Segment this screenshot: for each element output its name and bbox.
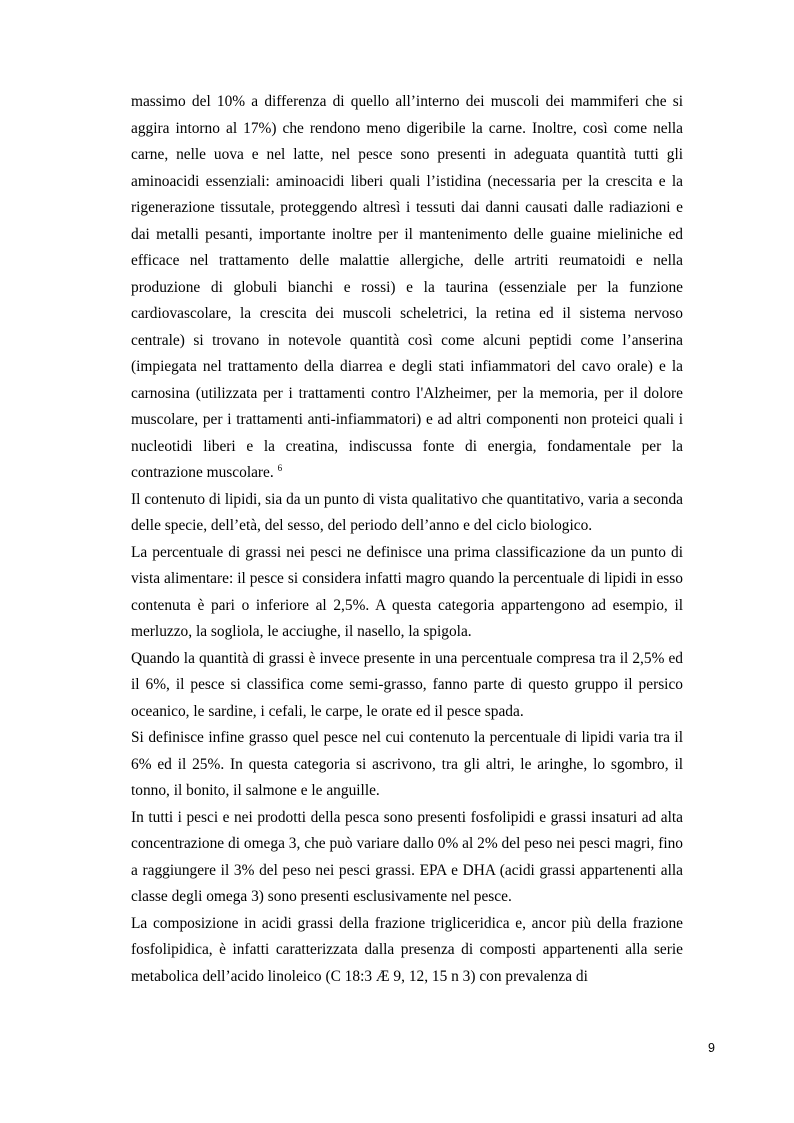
paragraph-lipid-content: Il contenuto di lipidi, sia da un punto di vista qualitativo che quantitativo, varia a seconda delle specie, dell’età, del sesso, del periodo dell’anno e del ciclo biologico. <box>131 490 683 534</box>
paragraph-semi-fat-fish: Quando la quantità di grassi è invece presente in una percentuale compresa tra il 2,5% ed il 6%, il pesce si classifica come semi-grasso, fanno parte di questo gruppo il persico oceanico, le sardine, i cefali, le carpe, le orate ed il pesce spada. <box>131 649 683 720</box>
paragraph-text: massimo del 10% a differenza di quello all’interno dei muscoli dei mammiferi che si aggira intorno al 17%) che rendono meno digeribile la carne. Inoltre, così come nella carne, nelle uova e nel latte, nel pesce sono presenti in adeguata quantità tutti gli aminoacidi essenziali: aminoacidi liberi quali l’istidina (necessaria per la crescita e la rigenerazione tissutale, proteggendo altresì i tessuti dai danni causati dalle radiazioni e dai metalli pesanti, importante inoltre per il mantenimento delle guaine mieliniche ed efficace nel trattamento delle malattie allergiche, delle artriti reumatoidi e nella produzione di globuli bianchi e rossi) e la taurina (essenziale per la funzione cardiovascolare, la crescita dei muscoli scheletrici, la retina ed il sistema nervoso centrale) si trovano in notevole quantità così come alcuni peptidi come l’anserina (impiegata nel trattamento della diarrea e degli stati infiammatori del cavo orale) e la carnosina (utilizzata per i trattamenti contro l'Alzheimer, per la memoria, per il dolore muscolare, per i trattamenti anti-infiammatori) e ad altri componenti non proteici quali i nucleotidi liberi e la creatina, indiscussa fonte di energia, fondamentale per la contrazione muscolare. <box>131 93 683 481</box>
paragraph-fat-fish: Si definisce infine grasso quel pesce nel cui contenuto la percentuale di lipidi varia tra il 6% ed il 25%. In questa categoria si ascrivono, tra gli altri, le aringhe, lo sgombro, il tonno, il bonito, il salmone e le anguille. <box>131 729 683 799</box>
paragraph-amino-acids <box>131 89 683 487</box>
paragraph-fatty-acid-composition: La composizione in acidi grassi della frazione trigliceridica e, ancor più della frazione fosfolipidica, è infatti caratterizzata dalla presenza di composti appartenenti alla serie metabolica dell’acido linoleico (C 18:3 Æ 9, 12, 15 n 3) con prevalenza di <box>131 914 683 985</box>
body-text <box>131 89 683 990</box>
paragraph-lean-fish: La percentuale di grassi nei pesci ne definisce una prima classificazione da un punto di vista alimentare: il pesce si considera infatti magro quando la percentuale di lipidi in esso contenuta è pari o inferiore al 2,5%. A questa categoria appartengono ad esempio, il merluzzo, la sogliola, le acciughe, il nasello, la spigola. <box>131 543 683 640</box>
footnote-reference: 6 <box>277 463 283 473</box>
page-number: 9 <box>708 1041 715 1055</box>
paragraph-omega-3: In tutti i pesci e nei prodotti della pesca sono presenti fosfolipidi e grassi insaturi ad alta concentrazione di omega 3, che può variare dallo 0% al 2% del peso nei pesci magri, fino a raggiungere il 3% del peso nei pesci grassi. EPA e DHA (acidi grassi appartenenti alla classe degli omega 3) sono presenti esclusivamente nel pesce. <box>131 808 683 905</box>
